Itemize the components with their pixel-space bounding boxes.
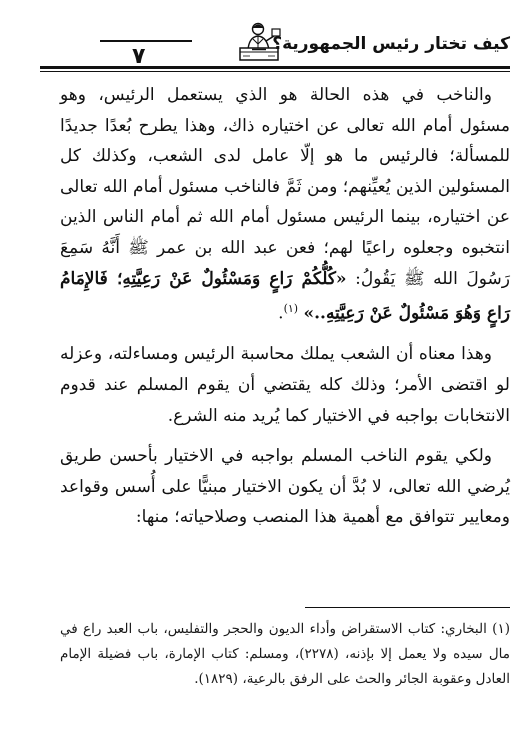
- footnote: (١) البخاري: كتاب الاستقراض وأداء الديون والحجر والتفليس، باب العبد راع في مال سيده ولا يعمل إلا بإذنه، (٢٢٧٨)، ومسلم: كتاب الإمارة، باب فضيلة الإمام العادل وعقوبة الجائر والحث على الرفق بالرعية، (١٨٢٩).: [60, 621, 510, 687]
- footnotes: [60, 617, 510, 692]
- paragraph-text: وهذا معناه أن الشعب يملك محاسبة الرئيس ومساءلته، وعزله لو اقتضى الأمر؛ وذلك كله يقتضي أن يقوم المسلم عند قدوم الانتخابات بواجبه في الاختيار كما يُريد منه الشرع.: [60, 344, 510, 426]
- footnote-separator: [305, 607, 510, 608]
- header-rule-thick: [40, 66, 510, 69]
- page-number: ٧: [132, 44, 146, 69]
- hadith-quote: «كُلُّكُمْ رَاعٍ وَمَسْئُولٌ عَنْ رَعِيَّتِهِ؛ فَالإِمَامُ رَاعٍ وَهُوَ مَسْئُولٌ عَنْ رَعِيَّتِهِ..»: [60, 268, 510, 324]
- footnote-reference[interactable]: (١): [283, 302, 299, 316]
- main-text: [60, 80, 510, 533]
- header-top-rule: [100, 40, 192, 42]
- page-header: [40, 18, 510, 70]
- header-rule-thin: [40, 71, 510, 72]
- paragraph: [60, 339, 510, 431]
- paragraph-text: ولكي يقوم الناخب المسلم بواجبه في الاختيار بأحسن طريق يُرضي الله تعالى، لا بُدَّ أن يكون الاختيار مبنيًّا على أُسس وقواعد ومعايير تتوافق مع أهمية هذا المنصب وصلاحياته؛ منها:: [60, 446, 510, 528]
- paragraph: [60, 441, 510, 533]
- paragraph-text: والناخب في هذه الحالة هو الذي يستعمل الرئيس، وهو مسئول أمام الله تعالى عن اختياره ذاك، وهذا يطرح بُعدًا جديدًا للمسألة؛ فالرئيس ما هو إلّا عامل لدى الشعب، وكذلك كل المسئولين الذين يُعيِّنهم؛ ومن ثَمَّ فالناخب مسئول أمام الله تعالى عن اختياره، بينما الرئيس مسئول أمام الله ثم أمام الناس الذين انتخبوه وجعلوه راعيًا لهم؛ فعن عبد الله بن عمر ﷺ أَنَّهُ سَمِعَ رَسُولَ الله ﷺ يَقُولُ:: [60, 85, 510, 289]
- paragraph: والناخب في هذه الحالة هو الذي يستعمل الرئيس، وهو مسئول أمام الله تعالى عن اختياره ذاك، وهذا يطرح بُعدًا جديدًا للمسألة؛ فالرئيس ما هو إلّا عامل لدى الشعب، وكذلك كل المسئولين الذين يُعيِّنهم؛ ومن ثَمَّ فالناخب مسئول أمام الله تعالى عن اختياره، بينما الرئيس مسئول أمام الله ثم أمام الناس الذين انتخبوه وجعلوه راعيًا لهم؛ فعن عبد الله بن عمر ﷺ أَنَّهُ سَمِعَ رَسُولَ الله ﷺ يَقُولُ: «كُلُّكُمْ رَاعٍ وَمَسْئُولٌ عَنْ رَعِيَّتِهِ؛ فَالإِمَامُ رَاعٍ وَهُوَ مَسْئُولٌ عَنْ رَعِيَّتِهِ..» $^{(١)}$.: [60, 85, 510, 324]
- book-title: كيف تختار رئيس الجمهورية؟: [272, 34, 510, 54]
